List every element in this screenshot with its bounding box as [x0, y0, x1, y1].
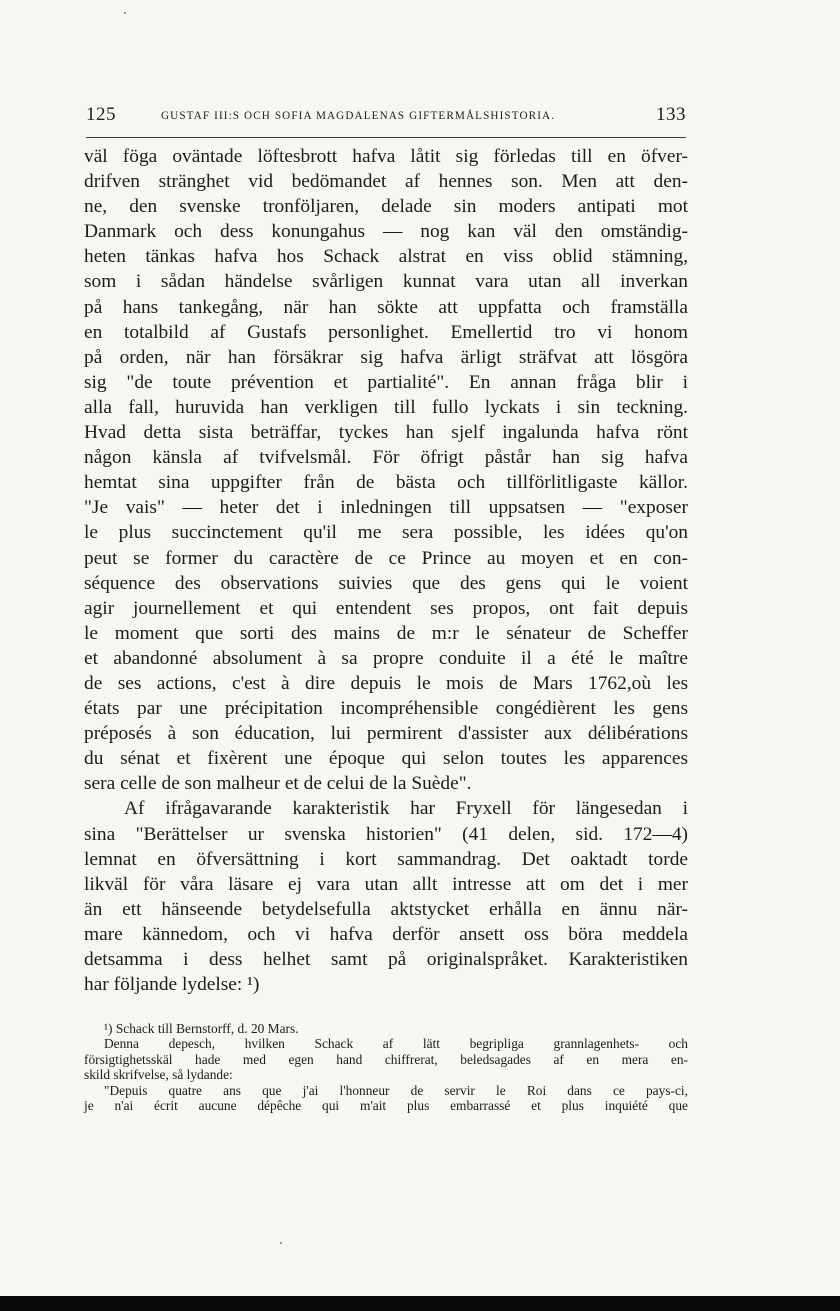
body-line: lemnat en öfversättning i kort sammandrag. Det oaktadt torde: [84, 848, 688, 870]
body-line: väl föga oväntade löftesbrott hafva låtit sig förledas till en öfver-: [84, 146, 688, 167]
body-text: [84, 144, 688, 997]
body-line: hemtat sina uppgifter från de bästa och tillförlitligaste källor.: [84, 472, 688, 494]
body-line: Danmark och dess konungahus — nog kan väl den omständig-: [84, 221, 688, 243]
body-line: du sénat et fixèrent une époque qui selon toutes les apparences: [84, 748, 688, 770]
body-line: drifven stränghet vid bedömandet af hennes son. Men att den-: [84, 171, 688, 193]
right-page-number: 133: [656, 104, 686, 125]
scan-speck: [124, 12, 126, 14]
body-line: alla fall, huruvida han verkligen till fullo lyckats i sin teckning.: [84, 396, 688, 418]
footnote-line: skild skrifvelse, så lydande:: [84, 1067, 233, 1083]
page-header: [86, 104, 686, 130]
body-line: de ses actions, c'est à dire depuis le mois de Mars 1762,où les: [84, 672, 688, 694]
body-line: et abandonné absolument à sa propre conduite il a été le maître: [84, 647, 688, 669]
body-line: likväl för våra läsare ej vara utan allt intresse att om det i mer: [84, 873, 688, 895]
body-line: på orden, när han försäkrar sig hafva ärligt sträfvat att lösgöra: [84, 346, 688, 368]
body-line: sina "Berättelser ur svenska historien" (41 delen, sid. 172—4): [84, 823, 688, 845]
footnote-line: försigtighetsskäl hade med egen hand chiffrerat, beledsagades af en mera en-: [84, 1051, 688, 1067]
left-page-number: 125: [86, 104, 116, 125]
body-line: préposés à son éducation, lui permirent d'assister aux délibérations: [84, 723, 688, 745]
body-line: än ett hänseende betydelsefulla aktstycket erhålla en ännu när-: [84, 898, 688, 920]
footnotes: [84, 1021, 688, 1113]
scan-bottom-edge: [0, 1296, 840, 1311]
body-line: på hans tankegång, när han sökte att uppfatta och framställa: [84, 296, 688, 318]
body-line: séquence des observations suivies que des gens qui le voient: [84, 572, 688, 594]
body-line: "Je vais" — heter det i inledningen till uppsatsen — "exposer: [84, 497, 688, 519]
body-line: mare kännedom, och vi hafva derför ansett oss böra meddela: [84, 923, 688, 945]
body-line: états par une précipitation incompréhensible congédièrent les gens: [84, 698, 688, 720]
scan-speck: [280, 1242, 282, 1244]
body-line: agir journellement et qui entendent ses propos, ont fait depuis: [84, 597, 688, 619]
body-line: detsamma i dess helhet samt på originalspråket. Karakteristiken: [84, 949, 688, 970]
body-line: sera celle de son malheur et de celui de la Suède".: [84, 773, 472, 795]
body-line: någon känsla af tvifvelsmål. För öfrigt påstår han sig hafva: [84, 447, 688, 469]
body-line: Af ifrågavarande karakteristik har Fryxell för längesedan i: [124, 798, 688, 820]
footnote-line: ¹) Schack till Bernstorff, d. 20 Mars.: [104, 1021, 299, 1036]
body-line: le moment que sorti des mains de m:r le sénateur de Scheffer: [84, 622, 688, 644]
body-line: ne, den svenske tronföljaren, delade sin moders antipati mot: [84, 196, 688, 218]
footnote-line: Denna depesch, hvilken Schack af lätt begripliga grannlagenhets- och: [104, 1036, 688, 1052]
header-rule: [86, 137, 686, 138]
body-line: sig "de toute prévention et partialité". En annan fråga blir i: [84, 371, 688, 393]
body-line: peut se former du caractère de ce Prince au moyen et en con-: [84, 547, 688, 569]
body-line: le plus succinctement qu'il me sera possible, les idées qu'on: [84, 522, 688, 544]
body-line: som i sådan händelse svårligen kunnat vara utan all inverkan: [84, 271, 688, 293]
body-line: heten tänkas hafva hos Schack alstrat en viss oblid stämning,: [84, 246, 688, 268]
body-line: har följande lydelse: ¹): [84, 974, 260, 996]
footnote-line: "Depuis quatre ans que j'ai l'honneur de servir le Roi dans ce pays-ci,: [104, 1082, 688, 1098]
footnote-line: je n'ai écrit aucune dépêche qui m'ait plus embarrassé et plus inquiété que: [84, 1097, 688, 1113]
body-line: Hvad detta sista beträffar, tyckes han sjelf ingalunda hafva rönt: [84, 422, 688, 444]
running-title: GUSTAF III:S OCH SOFIA MAGDALENAS GIFTERMÅLSHISTORIA.: [161, 110, 556, 122]
body-line: en totalbild af Gustafs personlighet. Emellertid tro vi honom: [84, 321, 688, 343]
